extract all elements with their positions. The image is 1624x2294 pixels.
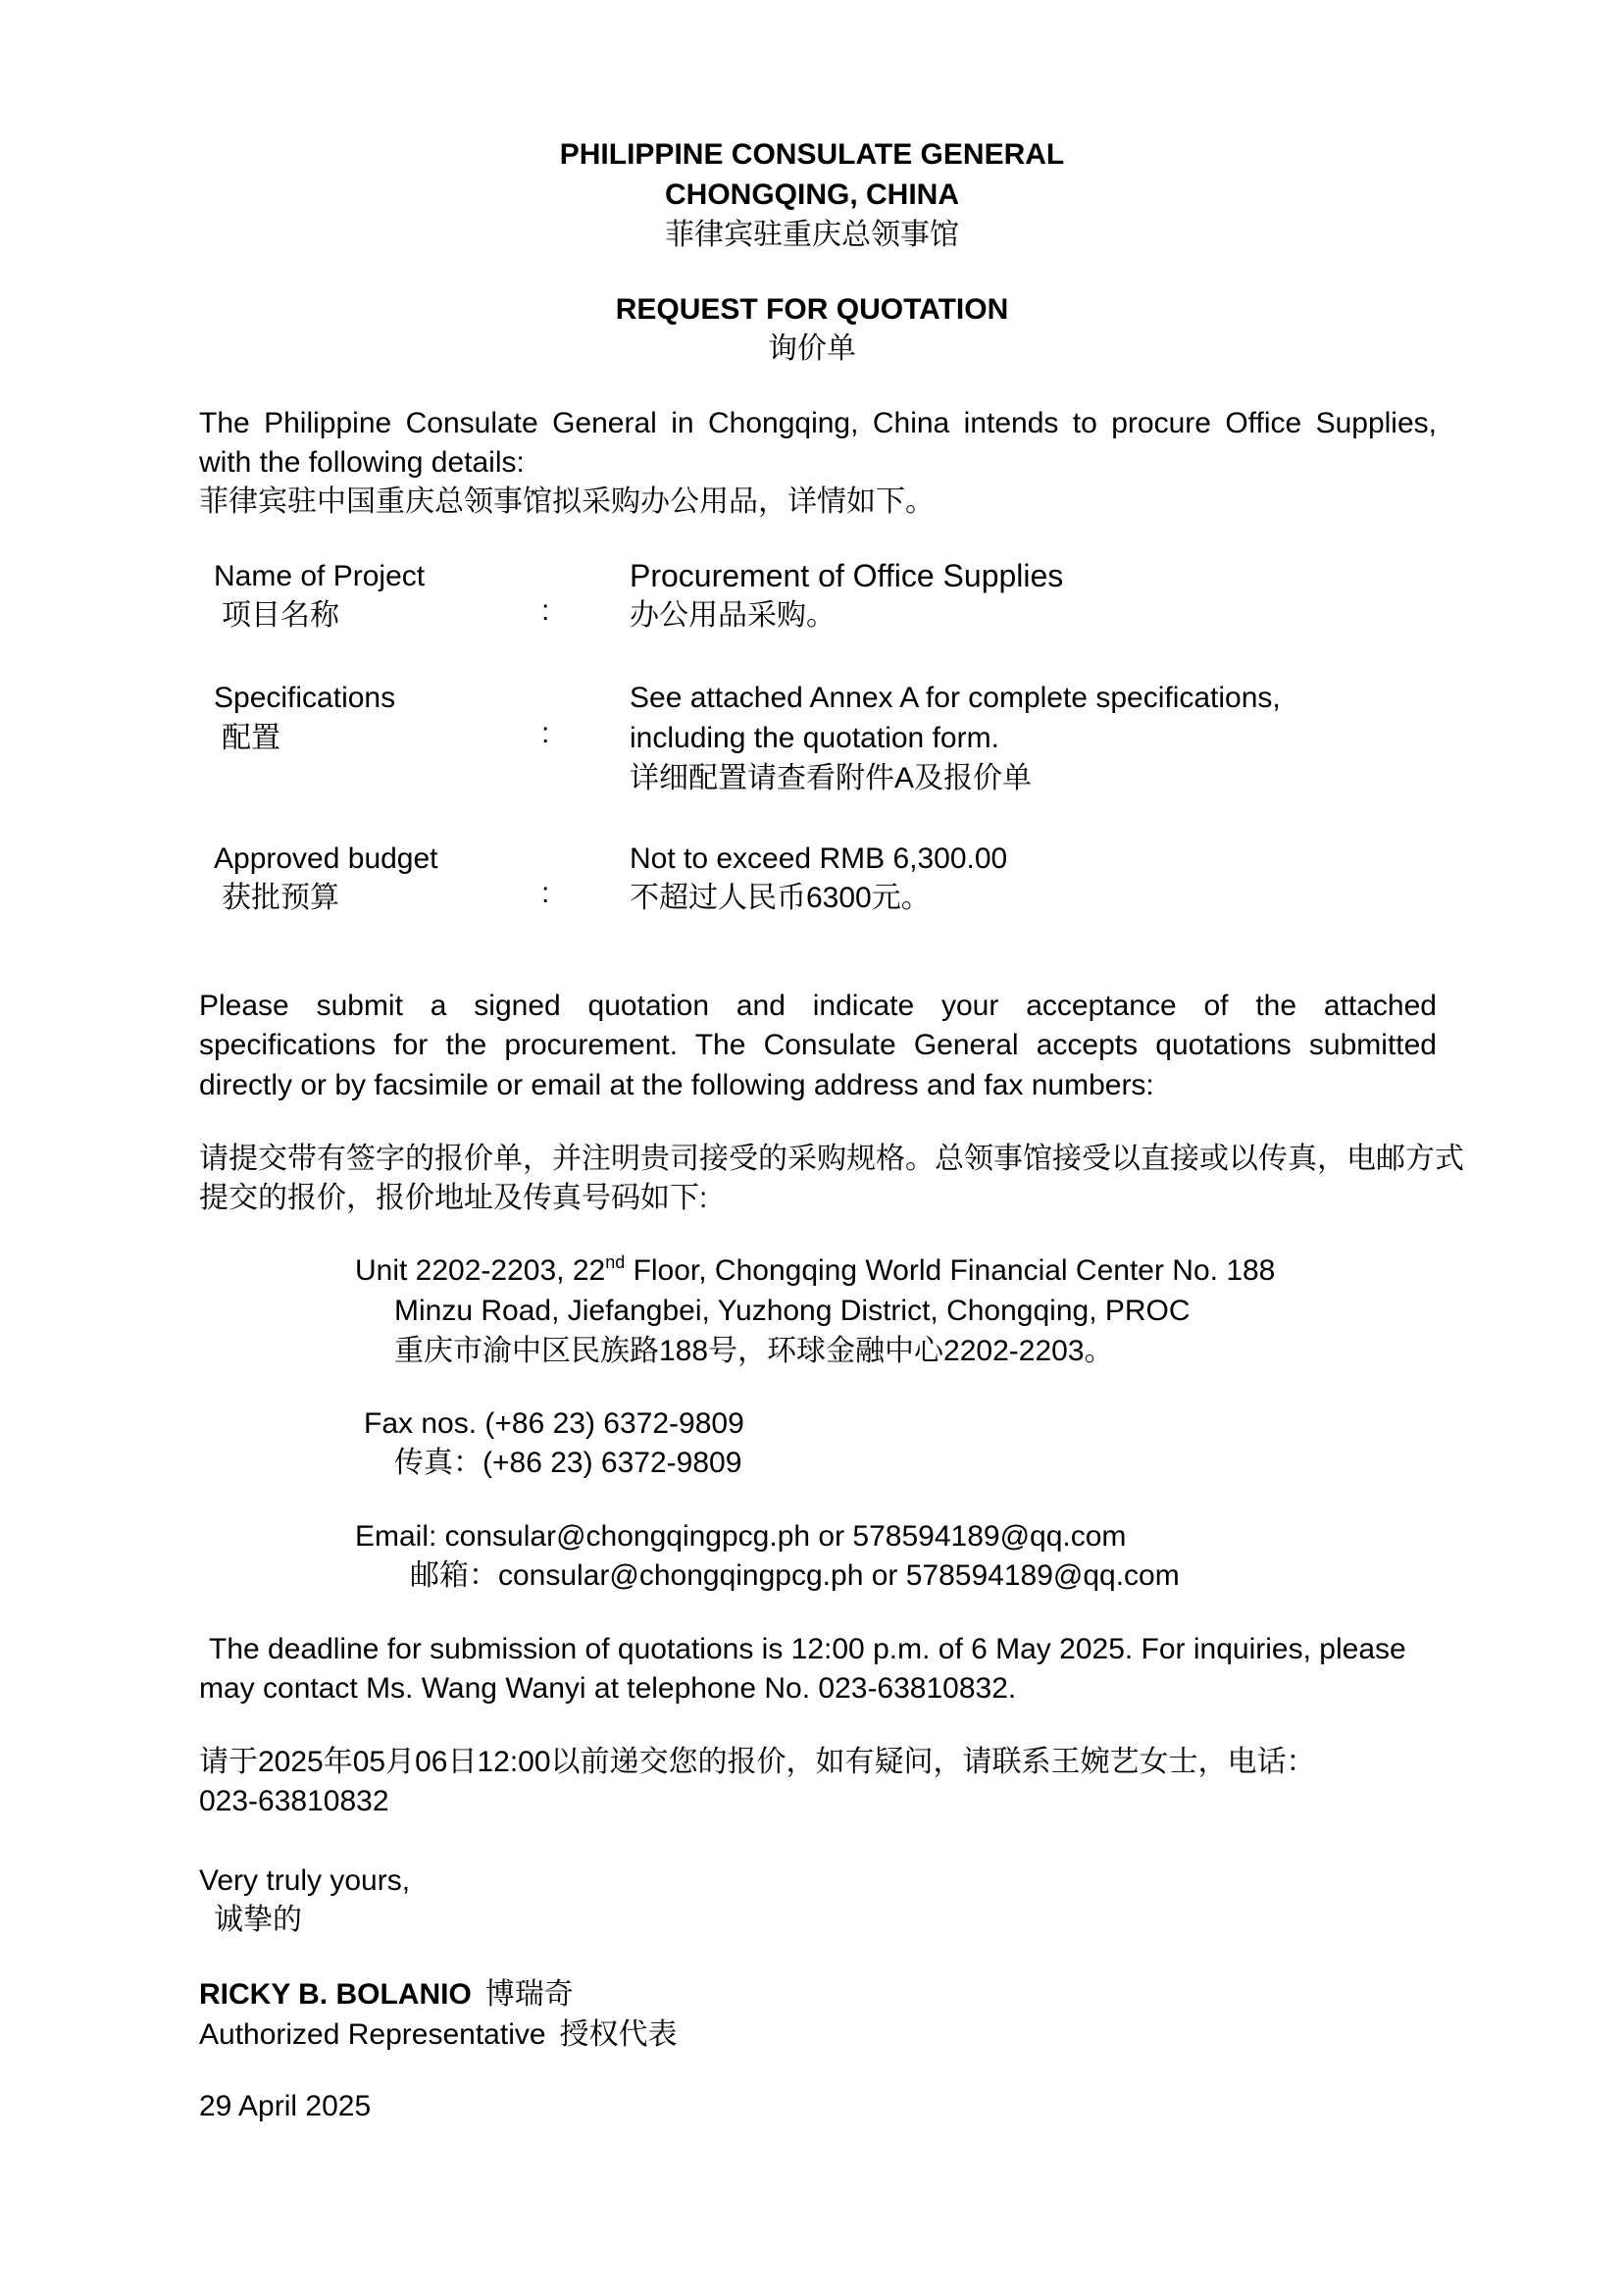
submit-en-line-1: Please submit a signed quotation and indicate your acceptance of the attached xyxy=(199,990,1437,1022)
email-addresses: Email: consular@chongqingpcg.ph or 578594189@qq.com xyxy=(355,1520,1127,1553)
budget-value-cn: 不超过人民币6300元。 xyxy=(630,882,931,914)
submit-en-line-3: directly or by facsimile or email at the following address and fax numbers: xyxy=(199,1069,1154,1101)
document-title: REQUEST FOR QUOTATION xyxy=(615,293,1009,326)
signatory-title: Authorized Representative xyxy=(199,2018,546,2051)
project-value-cn: 办公用品采购。 xyxy=(630,599,836,632)
deadline-cn-line-2: 023-63810832 xyxy=(199,1785,389,1817)
signatory-name-cn: 博瑞奇 xyxy=(484,1978,574,2011)
submit-en-line-2: specifications for the procurement. The Consulate General accepts quotations submitted xyxy=(199,1029,1437,1061)
specs-label: Specifications xyxy=(214,682,396,714)
budget-colon: : xyxy=(541,877,550,909)
project-label: Name of Project xyxy=(214,560,426,592)
email-addresses-cn: 邮箱：consular@chongqingpcg.ph or 578594189@qq.com xyxy=(410,1559,1180,1592)
document-title-cn: 询价单 xyxy=(768,332,856,365)
intro-en-line-2: with the following details: xyxy=(199,446,525,479)
specs-value-line-1: See attached Annex A for complete specifications, xyxy=(630,682,1281,714)
closing: Very truly yours, xyxy=(199,1864,411,1897)
header-line-3-cn: 菲律宾驻重庆总领事馆 xyxy=(665,219,959,251)
deadline-cn-line-1: 请于2025年05月06日12:00以前递交您的报价，如有疑问，请联系王婉艺女士，电话： xyxy=(199,1746,1316,1778)
project-label-cn: 项目名称 xyxy=(222,599,339,632)
submit-cn-line-2: 提交的报价，报价地址及传真号码如下: xyxy=(199,1182,708,1214)
specs-label-cn: 配置 xyxy=(222,722,280,754)
signatory-title-cn: 授权代表 xyxy=(559,2018,678,2051)
deadline-en-line-1: The deadline for submission of quotations is 12:00 p.m. of 6 May 2025. For inquiries, please xyxy=(209,1633,1406,1665)
specs-colon: : xyxy=(541,717,550,749)
address-line-1-part-b: Floor, Chongqing World Financial Center No. 188 xyxy=(625,1254,1276,1287)
address-ordinal-suffix: nd xyxy=(605,1252,626,1272)
signatory-name: RICKY B. BOLANIO xyxy=(199,1978,472,2011)
address-line-3-cn: 重庆市渝中区民族路188号，环球金融中心2202-2203。 xyxy=(394,1335,1114,1367)
project-colon: : xyxy=(541,594,550,627)
document-date: 29 April 2025 xyxy=(199,2090,372,2122)
budget-label: Approved budget xyxy=(214,842,438,875)
address-line-1 xyxy=(355,1251,1275,1291)
submit-cn-line-1: 请提交带有签字的报价单，并注明贵司接受的采购规格。总领事馆接受以直接或以传真，电邮方式 xyxy=(199,1143,1464,1175)
budget-value: Not to exceed RMB 6,300.00 xyxy=(630,842,1008,875)
project-value: Procurement of Office Supplies xyxy=(630,558,1064,593)
deadline-en-line-2: may contact Ms. Wang Wanyi at telephone No. 023-63810832. xyxy=(199,1672,1017,1705)
address-line-1-part-a: Unit 2202-2203, 22 xyxy=(355,1254,606,1287)
signatory-title-line xyxy=(199,2015,678,2055)
intro-cn: 菲律宾驻中国重庆总领事馆拟采购办公用品，详情如下。 xyxy=(199,485,935,518)
signatory-name-line xyxy=(199,1975,574,2014)
fax-numbers-cn: 传真：(+86 23) 6372-9809 xyxy=(394,1447,742,1479)
address-line-2: Minzu Road, Jiefangbei, Yuzhong District, Chongqing, PROC xyxy=(394,1295,1191,1327)
specs-value-cn: 详细配置请查看附件A及报价单 xyxy=(630,762,1033,794)
fax-numbers: Fax nos. (+86 23) 6372-9809 xyxy=(364,1407,744,1440)
intro-en-line-1: The Philippine Consulate General in Chongqing, China intends to procure Office Supplies, xyxy=(199,407,1437,439)
budget-label-cn: 获批预算 xyxy=(222,882,339,914)
header-line-2: CHONGQING, CHINA xyxy=(665,178,959,211)
specs-value-line-2: including the quotation form. xyxy=(630,722,999,754)
closing-cn: 诚挚的 xyxy=(214,1904,302,1936)
header-line-1: PHILIPPINE CONSULATE GENERAL xyxy=(559,138,1065,171)
